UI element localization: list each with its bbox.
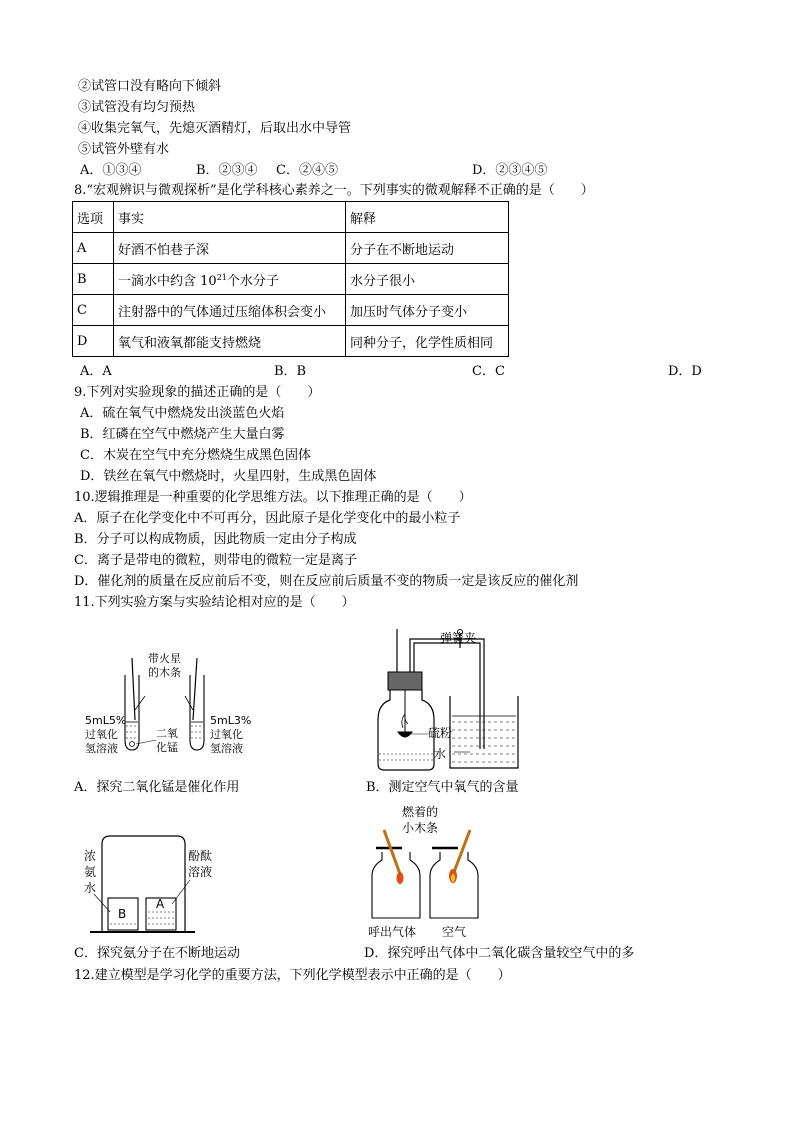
table-cell-fact: 氧气和液氧都能支持燃烧 xyxy=(114,326,346,357)
table-cell-fact: 好酒不怕巷子深 xyxy=(114,233,346,264)
q7-reason-3: ③试管没有均匀预热 xyxy=(78,100,196,115)
q7-option-d[interactable]: D．②③④⑤ xyxy=(472,163,548,178)
label-sulfur: 硫粉 xyxy=(428,726,453,740)
q10-stem: 10.逻辑推理是一种重要的化学思维方法。以下推理正确的是（ ） xyxy=(74,490,472,505)
label-clamp: 弹簧夹 xyxy=(440,631,477,645)
table-row xyxy=(73,233,509,264)
label-left-1: 5mL5% xyxy=(85,714,127,727)
figure-d-exhaled-gas xyxy=(362,800,502,942)
q7-reason-5: ⑤试管外壁有水 xyxy=(78,142,170,157)
fact-text-pre: 一滴水中约含 10 xyxy=(118,273,217,289)
figure-a-catalyst xyxy=(80,640,280,770)
right-splint-line xyxy=(193,658,197,720)
fact-exponent: 21 xyxy=(216,272,227,282)
q11-option-c[interactable]: C．探究氨分子在不断地运动 xyxy=(74,946,240,961)
q9-option-a[interactable]: A．硫在氧气中燃烧发出淡蓝色火焰 xyxy=(80,406,285,421)
bell-jar xyxy=(102,836,185,932)
table-cell-option: C xyxy=(73,295,114,326)
label-ammonia-3: 水 xyxy=(84,881,97,895)
q7-option-a[interactable]: A．①③④ xyxy=(80,163,142,178)
label-phenol-1: 酚酞 xyxy=(188,849,213,863)
q7-option-b[interactable]: B．②③④ xyxy=(196,163,258,178)
table-cell-explanation: 分子在不断地运动 xyxy=(346,233,509,264)
label-ammonia-1: 浓 xyxy=(84,849,97,863)
label-left-2: 过氧化 xyxy=(85,728,118,741)
q7-reason-4: ④收集完氧气，先熄灭酒精灯，后取出水中导管 xyxy=(78,121,352,136)
figure-b-oxygen-content xyxy=(370,624,530,774)
table-header-fact: 事实 xyxy=(114,202,346,233)
q12-stem: 12.建立模型是学习化学的重要方法，下列化学模型表示中正确的是（ ） xyxy=(74,968,511,983)
left-test-tube xyxy=(125,675,139,750)
right-stick xyxy=(454,830,470,872)
q9-option-b[interactable]: B．红磷在空气中燃烧产生大量白雾 xyxy=(80,427,285,442)
q11-option-a[interactable]: A．探究二氧化锰是催化作用 xyxy=(74,780,240,795)
q11-option-d[interactable]: D．探究呼出气体中二氧化碳含量较空气中的多 xyxy=(364,946,635,961)
label-beaker-a: A xyxy=(156,897,165,911)
q8-option-b[interactable]: B．B xyxy=(274,364,307,379)
q7-option-c[interactable]: C．②④⑤ xyxy=(276,163,338,178)
table-header-option: 选项 xyxy=(73,202,114,233)
table-cell-explanation: 同种分子，化学性质相同 xyxy=(346,326,509,357)
q8-table xyxy=(72,201,509,357)
table-cell-option: A xyxy=(73,233,114,264)
left-flame-icon xyxy=(397,872,404,884)
fact-text-post: 个水分子 xyxy=(226,273,279,289)
q8-option-c[interactable]: C．C xyxy=(472,364,505,379)
table-row xyxy=(73,295,509,326)
q8-option-a[interactable]: A．A xyxy=(80,364,112,379)
label-mno2-1: 二氧 xyxy=(156,727,178,740)
q11-option-b[interactable]: B．测定空气中氧气的含量 xyxy=(366,780,519,795)
q9-option-d[interactable]: D．铁丝在氧气中燃烧时，火星四射，生成黑色固体 xyxy=(80,469,377,484)
label-exhaled: 呼出气体 xyxy=(368,925,417,939)
label-beaker-b: B xyxy=(118,907,127,921)
gas-bottle xyxy=(378,690,434,770)
q10-option-d[interactable]: D．催化剂的质量在反应前后不变，则在反应前后质量不变的物质一定是该反应的催化剂 xyxy=(74,574,579,589)
label-ammonia-2: 氨 xyxy=(84,865,97,879)
q11-stem: 11.下列实验方案与实验结论相对应的是（ ） xyxy=(74,595,355,610)
left-splint-line xyxy=(132,658,135,720)
label-right-3: 氢溶液 xyxy=(210,742,243,755)
left-stick xyxy=(384,830,400,874)
table-cell-explanation: 加压时气体分子变小 xyxy=(346,295,509,326)
figure-c-ammonia xyxy=(80,832,240,942)
q9-option-c[interactable]: C．木炭在空气中充分燃烧生成黑色固体 xyxy=(80,448,311,463)
q7-reason-2: ②试管口没有略向下倾斜 xyxy=(78,79,222,94)
label-mno2-2: 化锰 xyxy=(156,741,178,754)
label-stick-1: 燃着的 xyxy=(402,805,439,819)
table-header-explanation: 解释 xyxy=(346,202,509,233)
q9-stem: 9.下列对实验现象的描述正确的是（ ） xyxy=(74,385,321,400)
combustion-spoon xyxy=(398,732,412,737)
label-splint-1: 带火星 xyxy=(148,652,181,665)
label-water: 水 xyxy=(434,747,447,761)
table-cell-explanation: 水分子很小 xyxy=(346,264,509,295)
label-left-3: 氢溶液 xyxy=(85,742,118,755)
label-stick-2: 小木条 xyxy=(402,821,439,835)
table-cell-fact xyxy=(114,264,346,295)
q10-option-c[interactable]: C．离子是带电的微粒，则带电的微粒一定是离子 xyxy=(74,553,357,568)
q10-option-b[interactable]: B．分子可以构成物质，因此物质一定由分子构成 xyxy=(74,532,357,547)
table-row xyxy=(73,326,509,357)
table-row xyxy=(73,264,509,295)
table-cell-fact: 注射器中的气体通过压缩体积会变小 xyxy=(114,295,346,326)
label-right-2: 过氧化 xyxy=(210,728,243,741)
right-test-tube xyxy=(190,675,204,750)
table-cell-option: B xyxy=(73,264,114,295)
right-bottle xyxy=(430,852,478,918)
q8-stem: 8.“宏观辨识与微观探析”是化学科核心素养之一。下列事实的微观解释不正确的是（ ） xyxy=(74,183,594,198)
mno2-particle xyxy=(130,742,135,747)
label-air: 空气 xyxy=(442,925,467,939)
table-header-row xyxy=(73,202,509,233)
label-phenol-2: 溶液 xyxy=(188,865,213,879)
label-splint-2: 的木条 xyxy=(148,666,181,679)
stopper xyxy=(388,672,422,690)
q10-option-a[interactable]: A．原子在化学变化中不可再分，因此原子是化学变化中的最小粒子 xyxy=(74,511,461,526)
q8-option-d[interactable]: D．D xyxy=(668,364,702,379)
table-cell-option: D xyxy=(73,326,114,357)
label-right-1: 5mL3% xyxy=(210,714,252,727)
